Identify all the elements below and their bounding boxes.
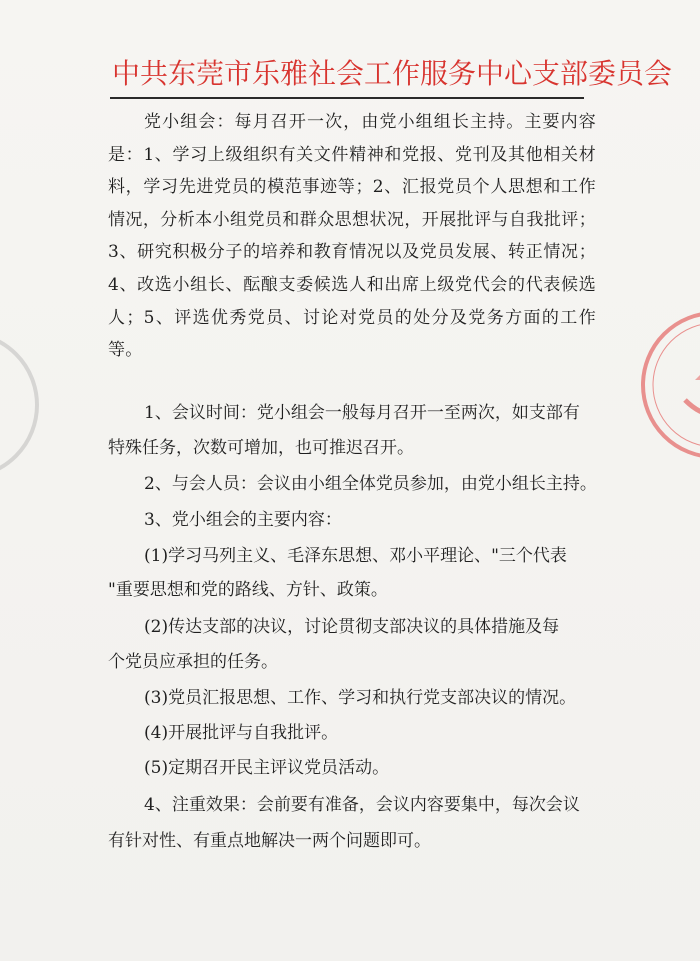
subitem5-line: (5)定期召开民主评议党员活动。	[144, 758, 390, 778]
official-seal-stamp	[640, 310, 700, 460]
seal-icon-faint	[0, 330, 40, 480]
subitem2-line2: 个党员应承担的任务。	[108, 652, 278, 672]
bleed-through-seal	[0, 330, 40, 480]
subitem1-line2: "重要思想和党的路线、方针、政策。	[108, 580, 388, 600]
item3-heading: 3、党小组会的主要内容：	[144, 510, 342, 530]
subitem1-line1: (1)学习马列主义、毛泽东思想、邓小平理论、"三个代表	[144, 546, 567, 566]
subitem2-line1: (2)传达支部的决议，讨论贯彻支部决议的具体措施及每	[144, 617, 560, 637]
document-title: 中共东莞市乐雅社会工作服务中心支部委员会	[112, 59, 673, 90]
subitem3-line: (3)党员汇报思想、工作、学习和执行党支部决议的情况。	[144, 688, 577, 708]
subitem4-line: (4)开展批评与自我批评。	[144, 723, 339, 743]
intro-paragraph: 党小组会：每月召开一次，由党小组组长主持。主要内容是：1、学习上级组织有关文件精神和党报、党刊及其他相关材料，学习先进党员的模范事迹等；2、汇报党员个人思想和工作情况，分析本小组党员和群众思想状况，开展批评与自我批评；3、研究积极分子的培养和教育情况以及党员发展、转正情况；4、改选小组长、酝酿支委候选人和出席上级党代会的代表候选人；5、评选优秀党员、讨论对党员的处分及党务方面的工作等。	[108, 112, 596, 361]
title-underline	[110, 97, 584, 99]
item4-line1: 4、注重效果：会前要有准备，会议内容要集中，每次会议	[144, 795, 580, 815]
item1-line2: 特殊任务，次数可增加，也可推迟召开。	[108, 438, 414, 458]
item1-line1: 1、会议时间：党小组会一般每月召开一至两次，如支部有	[144, 403, 580, 423]
item4-line2: 有针对性、有重点地解决一两个问题即可。	[108, 831, 431, 851]
item2-line: 2、与会人员：会议由小组全体党员参加，由党小组长主持。	[144, 474, 597, 494]
seal-icon	[640, 310, 700, 460]
